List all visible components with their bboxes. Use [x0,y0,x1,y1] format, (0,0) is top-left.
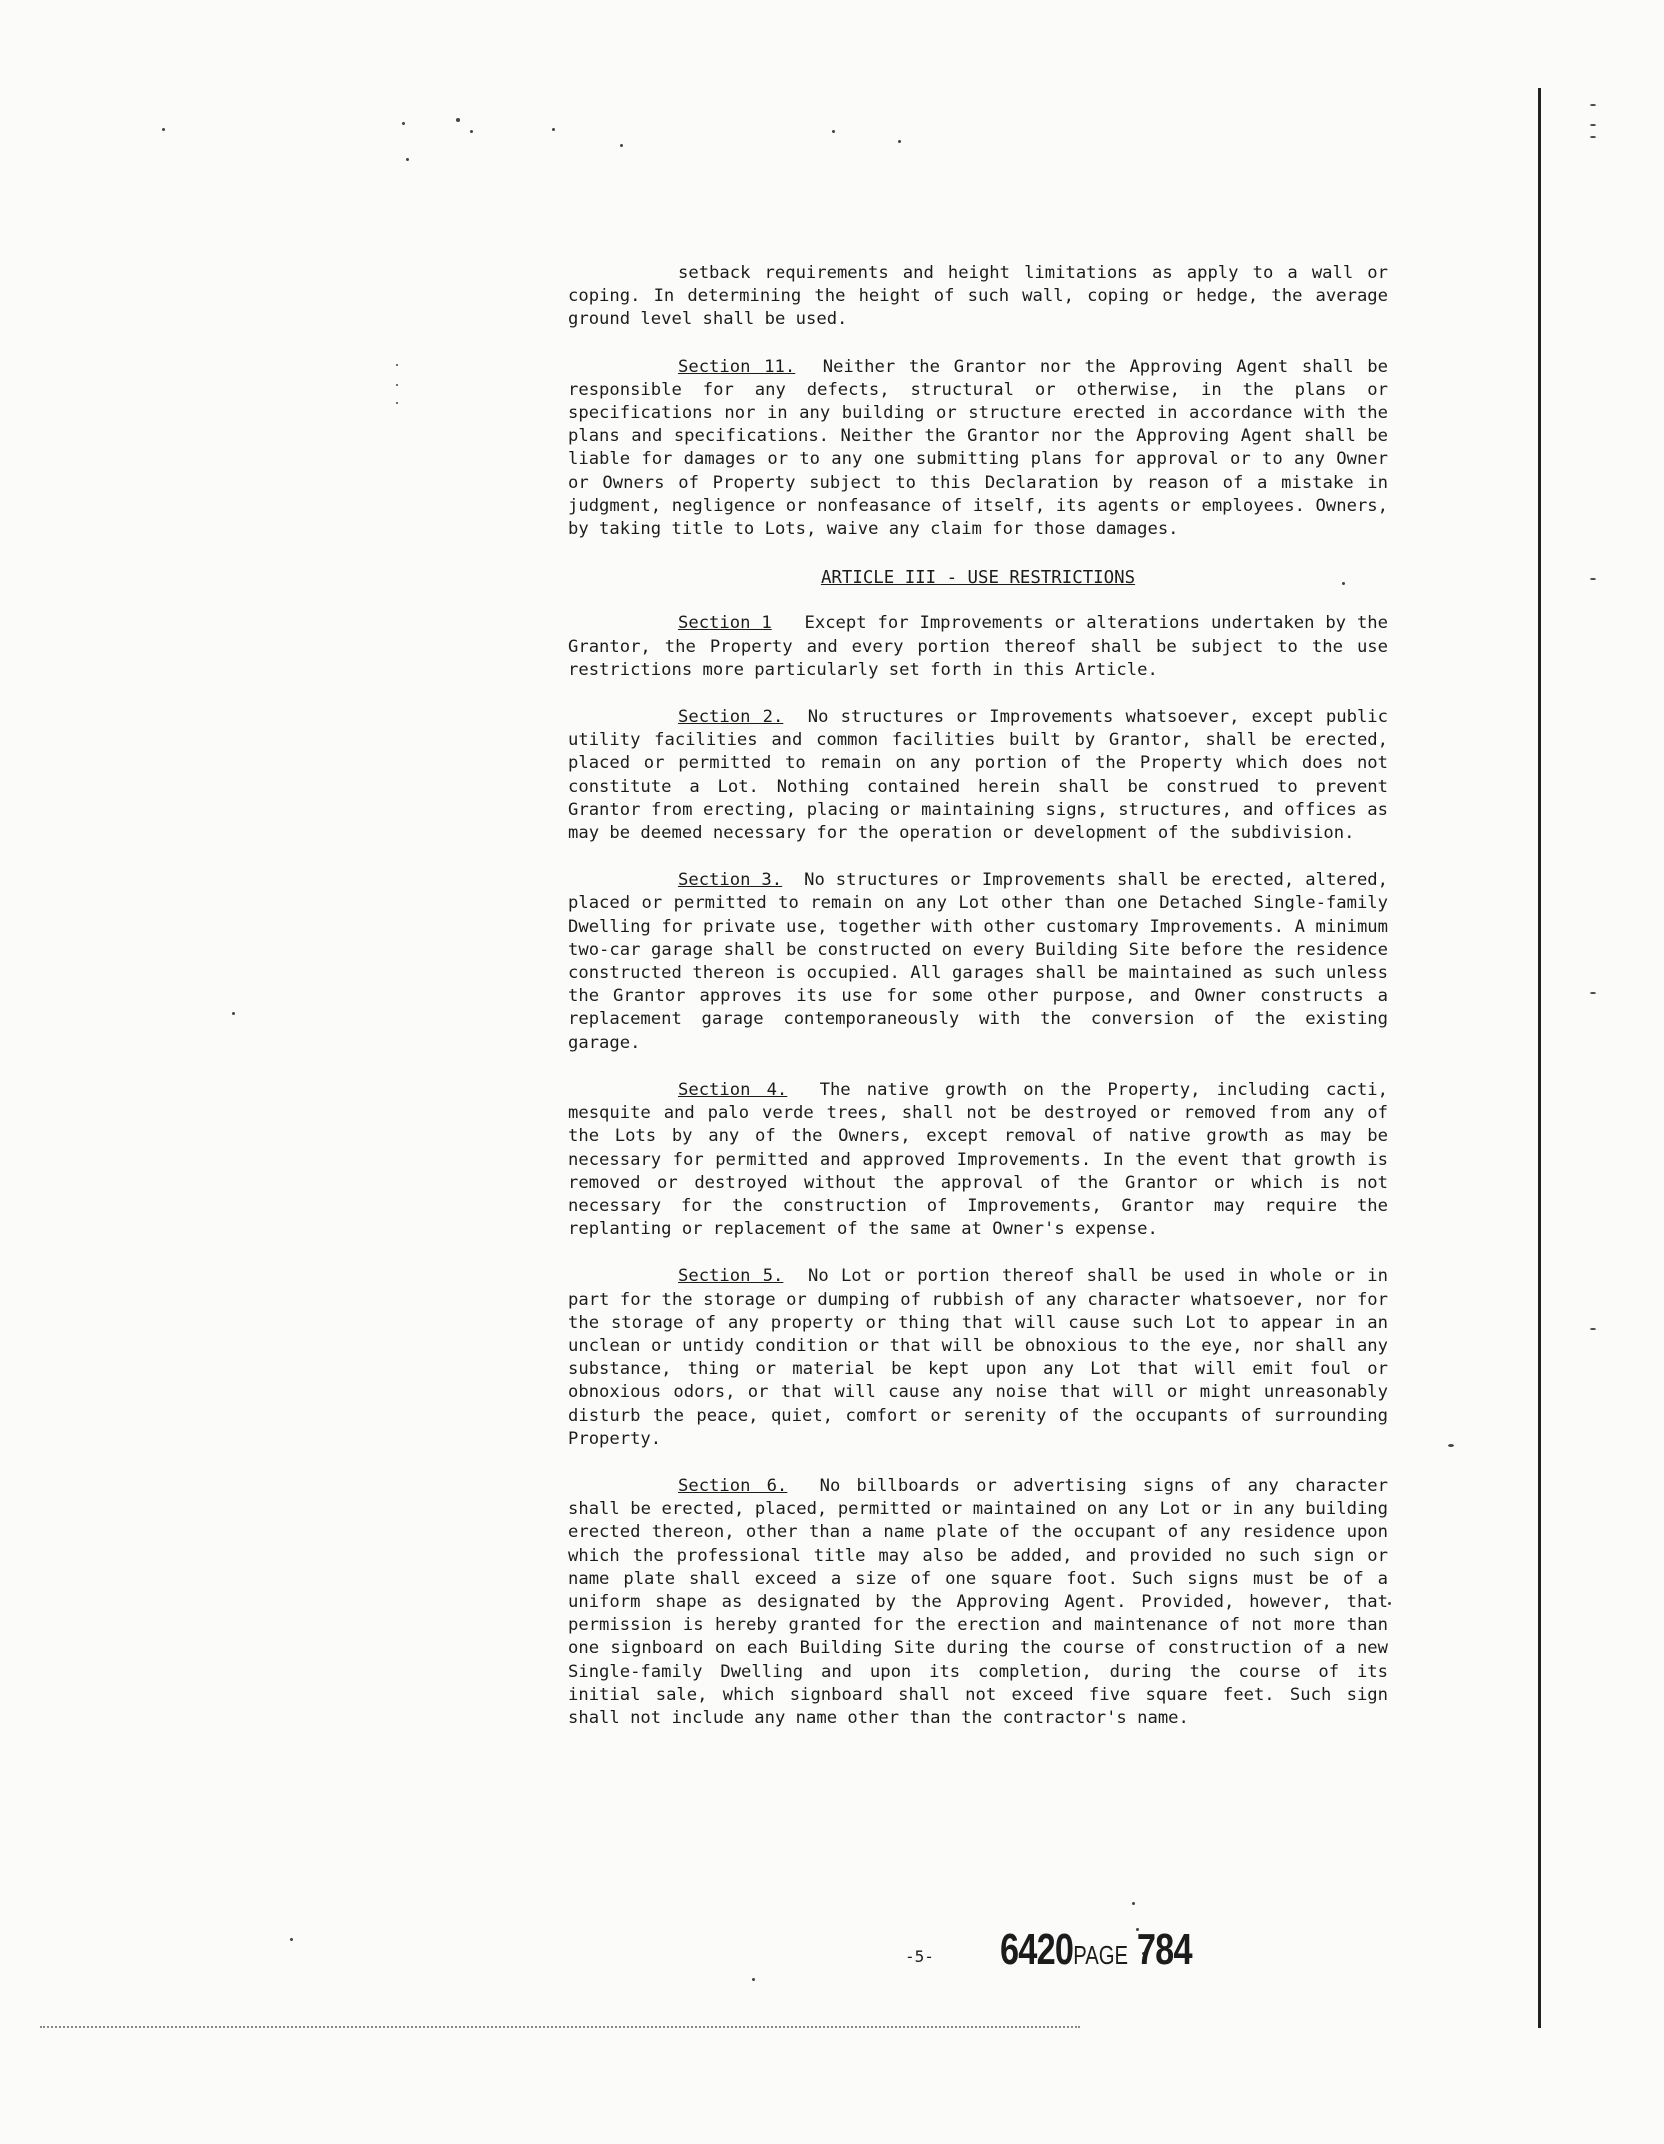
section-5-label: Section 5. [678,1266,784,1287]
scan-speck [1590,578,1596,580]
scan-speck [162,128,165,131]
section-11-text: Neither the Grantor nor the Approving Agent shall be responsible for any defects, structural or otherwise, in the plans or specifications nor in any building or structure erected in accordance with the plans and specifications. Neither the Grantor nor the Approving Agent shall be liable for damages or to any one submitting plans for approval or to any Owner or Owners of Property subject to this Declaration by reason of a mistake in judgment, negligence or nonfeasance of itself, its agents or employees. Owners, by taking title to Lots, waive any claim for those damages. [568,356,1388,540]
section-3-text: No structures or Improvements shall be erected, altered, placed or permitted to remain on any Lot other than one Detached Single-family Dwelling for private use, together with other customary Improvements. A minimum two-car garage shall be constructed on every Building Site before the residence constructed thereon is occupied. All garages shall be maintained as such unless the Grantor approves its use for some other purpose, and Owner constructs a replacement garage contemporaneously with the conversion of the existing garage. [568,870,1388,1053]
scan-speck [1590,136,1596,138]
section-3-label: Section 3. [678,870,783,891]
scan-speck [402,122,405,125]
section-2-paragraph [568,706,1388,845]
section-6-paragraph [568,1475,1388,1730]
scan-speck [396,384,398,386]
scan-speck [290,1938,293,1941]
section-2-label: Section 2. [678,707,784,728]
section-5-paragraph [568,1265,1388,1451]
continuation-paragraph: setback requirements and height limitations as apply to a wall or coping. In determining the height of such wall, coping or hedge, the average ground level shall be used. [568,263,1388,330]
scan-speck [1448,1444,1454,1447]
recording-stamp [1000,1925,1192,1975]
page-number: -5- [905,1947,934,1966]
section-1-paragraph [568,612,1388,682]
scan-speck [832,130,835,133]
scan-speck [396,364,398,366]
recorded-page-number: 784 [1136,1925,1192,1974]
scan-speck [1590,1328,1596,1330]
article-heading: ARTICLE III - USE RESTRICTIONS [820,568,1136,589]
page-word: PAGE [1073,1940,1129,1970]
scan-speck [752,1978,755,1981]
scan-speck [898,140,901,143]
scan-speck [232,1012,235,1015]
scan-speck [456,118,460,122]
section-4-label: Section 4. [678,1079,788,1100]
section-5-text: No Lot or portion thereof shall be used in whole or in part for the storage or dumping of rubbish of any character whatsoever, nor for the storage of any property or thing that will cause such Lot to appear in an unclean or untidy condition or that will be obnoxious to the eye, nor shall any substance, thing or material be kept upon any Lot that will emit foul or obnoxious odors, or that will cause any noise that will or might unreasonably disturb the peace, quiet, comfort or serenity of the occupants of surrounding Property. [568,1266,1389,1449]
section-1-label: Section 1 [678,613,772,634]
scan-speck [1132,1902,1135,1905]
section-6-text: No billboards or advertising signs of any character shall be erected, placed, permitted or maintained on any Lot or in any building erected thereon, other than a name plate of the occupant of any residence upon which the professional title may also be added, and provided no such sign or name plate shall exceed a size of one square foot. Such signs must be of a uniform shape as designated by the Approving Agent. Provided, however, that permission is hereby granted for the erection and maintenance of not more than one signboard on each Building Site during the course of construction of a new Single-family Dwelling and upon its completion, during the course of its initial sale, which signboard shall not exceed five square feet. Such sign shall not include any name other than the contractor's name. [568,1475,1388,1728]
section-11-paragraph [568,356,1388,542]
scan-edge-line [1538,88,1541,2028]
section-6-label: Section 6. [678,1475,788,1496]
section-3-paragraph [568,869,1388,1055]
scan-speck [1590,992,1596,994]
scan-noise-line [40,2026,1080,2028]
section-11-label: Section 11. [678,356,796,377]
section-4-text: The native growth on the Property, including cacti, mesquite and palo verde trees, shall not be destroyed or removed from any of the Lots by any of the Owners, except removal of native growth as may be necessary for permitted and approved Improvements. In the event that growth is removed or destroyed without the approval of the Grantor or which is not necessary for the construction of Improvements, Grantor may require the replanting or replacement of the same at Owner's expense. [568,1079,1388,1240]
section-1-text: Except for Improvements or alterations undertaken by the Grantor, the Property and every portion thereof shall be subject to the use restrictions more particularly set forth in this Article. [568,613,1389,680]
section-2-text: No structures or Improvements whatsoever, except public utility facilities and common facilities built by Grantor, shall be erected, placed or permitted to remain on any portion of the Property which does not constitute a Lot. Nothing contained herein shall be construed to prevent Grantor from erecting, placing or maintaining signs, structures, and offices as may be deemed necessary for the operation or development of the subdivision. [568,707,1388,844]
scan-speck [620,144,623,147]
scan-speck [1388,1602,1391,1605]
section-4-paragraph [568,1079,1388,1241]
document-body [568,262,1388,1754]
scan-speck [552,128,555,131]
scan-speck [406,158,409,161]
scan-speck [1590,104,1596,106]
book-number: 6420 [1000,1925,1074,1974]
scan-speck [1590,124,1596,126]
scan-speck [396,402,398,404]
scan-speck [470,130,473,133]
